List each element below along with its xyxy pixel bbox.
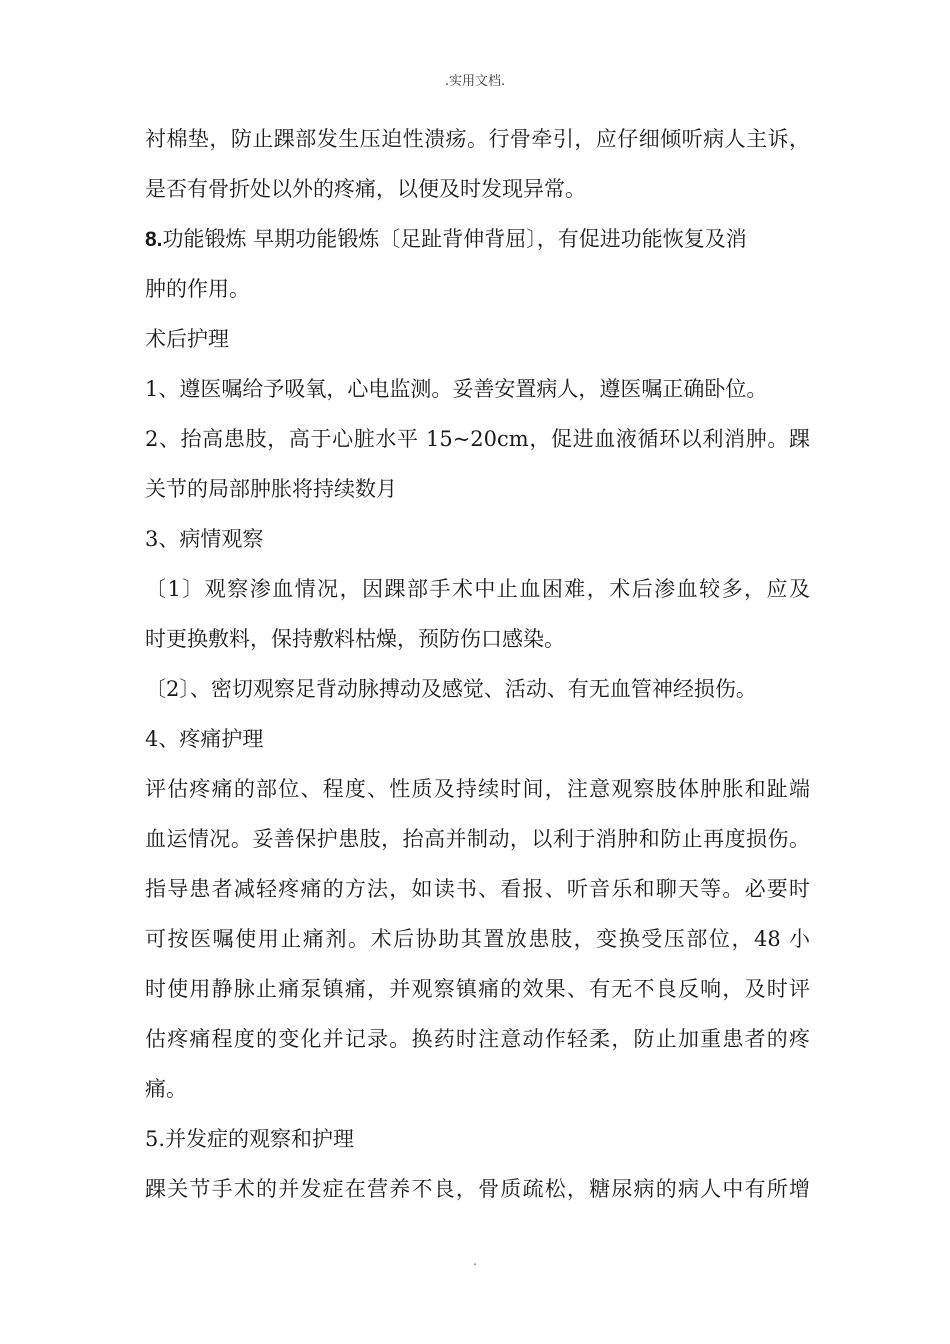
text-line: 时更换敷料，保持敷料枯燥，预防伤口感染。 xyxy=(145,627,565,651)
text-line: 〔2〕、密切观察足背动脉搏动及感觉、活动、有无血管神经损伤。 xyxy=(145,677,757,701)
text-line: 痛。 xyxy=(145,1077,187,1101)
text-line: 是否有骨折处以外的疼痛，以便及时发现异常。 xyxy=(145,177,586,201)
text-line: 衬棉垫，防止踝部发生压迫性溃疡。行骨牵引，应仔细倾听病人主诉， xyxy=(145,127,810,151)
text-line: 指导患者减轻疼痛的方法，如读书、看报、听音乐和聊天等。必要时 xyxy=(145,877,810,901)
section-heading: 4、疼痛护理 xyxy=(145,727,264,751)
text-line: 〔1〕观察渗血情况，因踝部手术中止血困难，术后渗血较多，应及 xyxy=(145,577,810,601)
text-line: 估疼痛程度的变化并记录。换药时注意动作轻柔，防止加重患者的疼 xyxy=(145,1027,810,1051)
text-line: 肿的作用。 xyxy=(145,277,250,301)
text-line: 血运情况。妥善保护患肢，抬高并制动，以利于消肿和防止再度损伤。 xyxy=(145,827,810,851)
section-heading: 3、病情观察 xyxy=(145,527,264,551)
page-footer: . xyxy=(473,1254,477,1268)
document-body xyxy=(145,114,810,1214)
section-8-number: 8. xyxy=(145,228,163,251)
section-8-heading-line xyxy=(145,214,810,264)
page-header: .实用文档. xyxy=(444,74,506,89)
text-line: 可按医嘱使用止痛剂。术后协助其置放患肢，变换受压部位，48 小 xyxy=(145,927,810,951)
text-line: 1、遵医嘱给予吸氧，心电监测。妥善安置病人，遵医嘱正确卧位。 xyxy=(145,377,768,401)
section-8-text: 功能锻炼 早期功能锻炼〔足趾背伸背屈〕，有促进功能恢复及消 xyxy=(162,227,747,251)
text-line: 踝关节手术的并发症在营养不良，骨质疏松，糖尿病的病人中有所增 xyxy=(145,1177,810,1201)
text-line: 2、抬高患肢，高于心脏水平 15~20cm，促进血液循环以利消肿。踝 xyxy=(145,427,810,451)
text-line: 关节的局部肿胀将持续数月 xyxy=(145,477,397,501)
text-line: 时使用静脉止痛泵镇痛，并观察镇痛的效果、有无不良反响，及时评 xyxy=(145,977,810,1001)
text-line: 评估疼痛的部位、程度、性质及持续时间，注意观察肢体肿胀和趾端 xyxy=(145,777,810,801)
section-heading: 5.并发症的观察和护理 xyxy=(145,1127,355,1151)
section-heading: 术后护理 xyxy=(145,327,229,351)
